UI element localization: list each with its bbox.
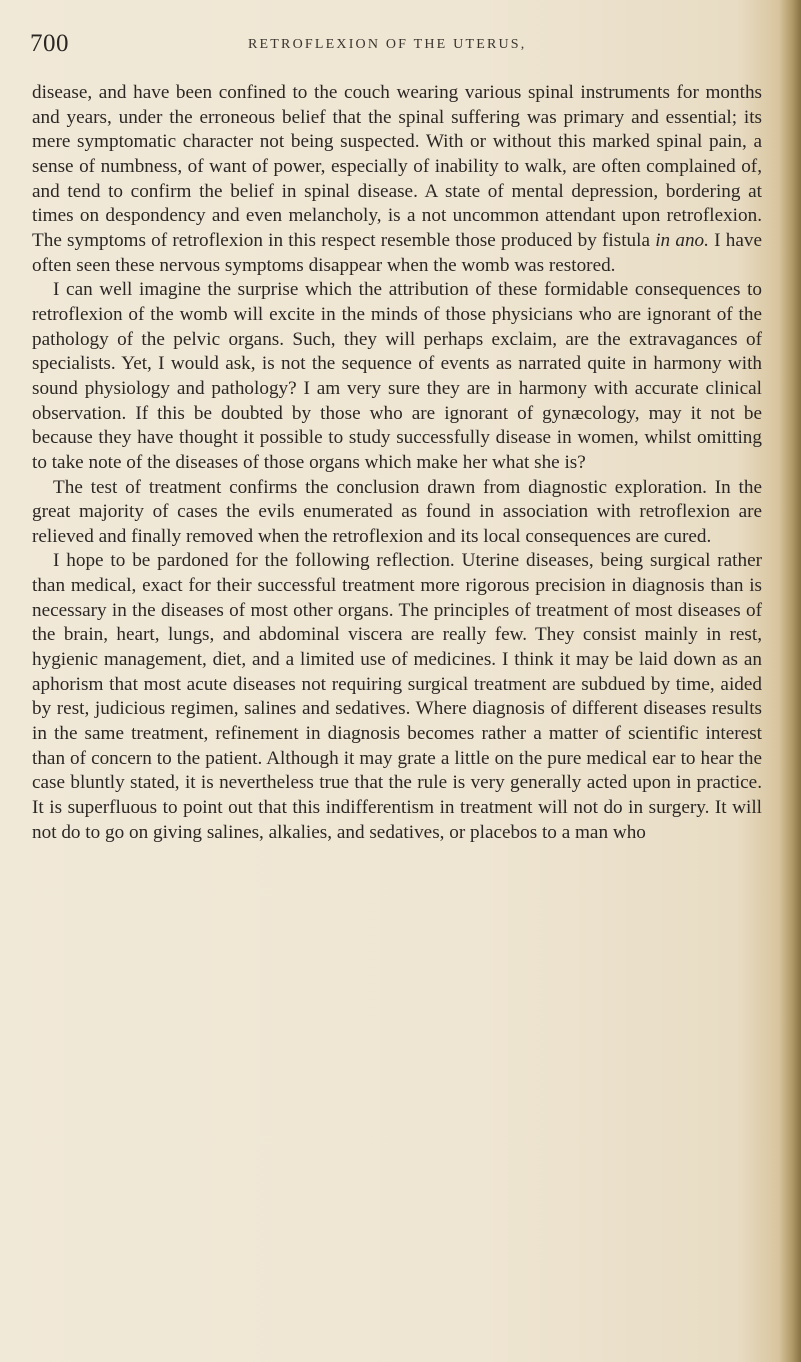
paragraph-3: The test of treatment confirms the conclusion drawn from diagnostic exploration. In the great majority of cases the evils enumerated as found in association with retroflexion are relieved and finally removed when the retroflexion and its local consequences are cured. (32, 476, 762, 547)
paragraph-continued (32, 81, 762, 278)
paragraph-1-text: disease, and have been confined to the couch wearing various spinal instruments for months and years, under the erroneous belief that the spinal suffering was primary and essential; its mere symptomatic character not being suspected. With or without this marked spinal pain, a sense of numbness, of want of power, especially of inability to walk, are often complained of, and tend to confirm the belief in spinal disease. A state of mental depression, bordering at times on despondency and even melancholy, is a not uncommon attendant upon retroflexion. The symptoms of retroflexion in this respect resemble those produced by fistula (32, 82, 762, 251)
page-edge-shadow (779, 0, 801, 1362)
running-title: RETROFLEXION OF THE UTERUS, (248, 37, 527, 52)
paragraph-1-tail: I have often seen these nervous symptoms disappear when the womb was restored. (32, 229, 762, 276)
italic-phrase: in ano. (655, 229, 709, 251)
body-text (32, 81, 762, 845)
paragraph-2: I can well imagine the surprise which the attribution of these formidable consequences to retroflexion of the womb will excite in the minds of those physicians who are ignorant of the pathology of the pelvic organs. Such, they will perhaps exclaim, are the extravagances of specialists. Yet, I would ask, is not the sequence of events as narrated quite in harmony with sound physiology and pathology? I am very sure they are in harmony with accurate clinical observation. If this be doubted by those who are ignorant of gynæcology, may it not be because they have thought it possible to study successfully disease in women, whilst omitting to take note of the diseases of those organs which make her what she is? (32, 279, 762, 473)
running-head (30, 30, 760, 60)
page-number: 700 (30, 30, 69, 57)
paragraph-4: I hope to be pardoned for the following reflection. Uterine diseases, being surgical rather than medical, exact for their successful treatment more rigorous precision in diagnosis than is necessary in the diseases of most other organs. The principles of treatment of most diseases of the brain, heart, lungs, and abdominal viscera are really few. They consist mainly in rest, hygienic management, diet, and a limited use of medicines. I think it may be laid down as an aphorism that most acute diseases not requiring surgical treatment are subdued by time, aided by rest, judicious regimen, salines and sedatives. Where diagnosis of different diseases results in the same treatment, refinement in diagnosis becomes rather a matter of scientific interest than of concern to the patient. Although it may grate a little on the pure medical ear to hear the case bluntly stated, it is nevertheless true that the rule is very generally acted upon in practice. It is superfluous to point out that this indifferentism in treatment will not do in surgery. It will not do to go on giving salines, alkalies, and sedatives, or placebos to a man who (32, 550, 762, 843)
